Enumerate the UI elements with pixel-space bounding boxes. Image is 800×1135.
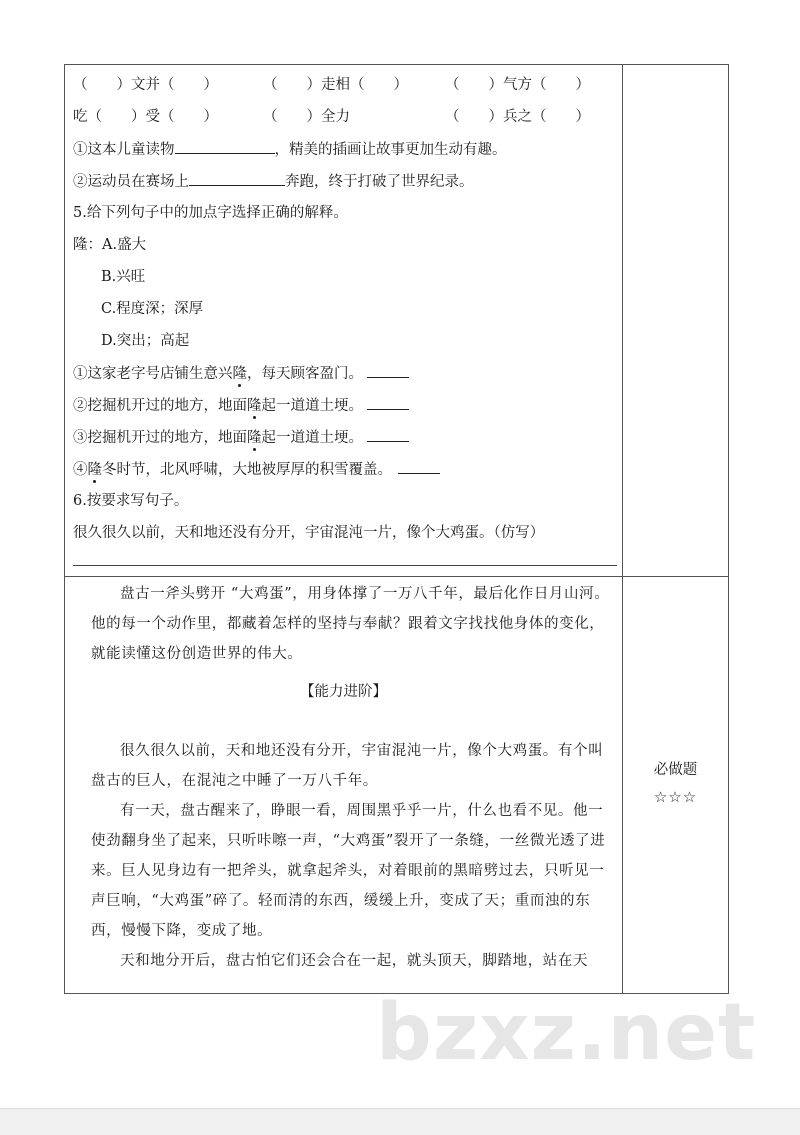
side-cell-bottom <box>623 577 729 994</box>
dotted-char: 隆 <box>87 462 102 478</box>
answer-blank[interactable] <box>367 363 409 378</box>
idiom-row-1 <box>73 75 590 95</box>
idiom-item: （ ）文并（ ） <box>73 77 218 93</box>
fill-sentence-1: ①这本儿童读物 ，精美的插画让故事更加生动有趣。 <box>73 139 507 160</box>
idiom-item: 吃（ ）受（ ） <box>73 109 218 125</box>
dotted-char: 隆 <box>247 430 262 446</box>
passage-paragraph: 天和地分开后，盘古怕它们还会合在一起，就头顶天，脚踏地，站在天 <box>120 953 589 969</box>
question-6-title: 6.按要求写句子。 <box>73 493 189 509</box>
dotted-char: 隆 <box>232 366 247 382</box>
choice-sentence-4: ④隆冬时节，北风呼啸，大地被厚厚的积雪覆盖。 <box>73 459 440 480</box>
fill-sentence-2: ②运动员在赛场上 奔跑，终于打破了世界纪录。 <box>73 171 474 192</box>
reading-intro: 盘古一斧头劈开 “大鸡蛋”，用身体撑了一万八千年，最后化作日月山河。他的每一个动作里，都藏着怎样的坚持与奉献？跟着文字找找他身体的变化，就能读懂这份创造世界的伟大。 <box>91 586 610 662</box>
idiom-item: （ ）走相（ ） <box>263 77 408 93</box>
definition-a: 隆：A.盛大 <box>73 237 147 253</box>
choice-sentence-3: ③挖掘机开过的地方，地面隆起一道道土埂。 <box>73 427 409 448</box>
worksheet-table <box>64 64 729 994</box>
difficulty-stars: ☆☆☆ <box>653 788 698 806</box>
idiom-item: （ ）气方（ ） <box>445 77 590 93</box>
page-bottom-edge <box>0 1108 800 1135</box>
reading-cell <box>65 577 623 994</box>
exercise-cell <box>65 65 623 577</box>
answer-blank[interactable] <box>367 427 409 442</box>
answer-blank[interactable] <box>367 395 409 410</box>
idiom-item: （ ）兵之（ ） <box>445 109 590 125</box>
answer-blank[interactable] <box>175 139 275 154</box>
definition-b: B.兴旺 <box>101 269 146 285</box>
question-5-title: 5.给下列句子中的加点字选择正确的解释。 <box>73 205 348 221</box>
reading-passage <box>91 736 611 976</box>
idiom-row-2 <box>73 107 590 127</box>
passage-paragraph: 很久很久以前，天和地还没有分开，宇宙混沌一片，像个大鸡蛋。有个叫盘古的巨人，在混沌之中睡了一万八千年。 <box>91 743 604 789</box>
choice-sentence-1: ①这家老字号店铺生意兴隆，每天顾客盈门。 <box>73 363 409 384</box>
answer-line[interactable] <box>73 565 617 566</box>
section-heading: 【能力进阶】 <box>300 684 387 700</box>
dotted-char: 隆 <box>247 398 262 414</box>
required-label: 必做题 <box>653 762 698 778</box>
side-cell-top <box>623 65 729 577</box>
idiom-item: （ ）全力 <box>263 109 350 125</box>
answer-blank[interactable] <box>189 171 285 186</box>
definition-d: D.突出；高起 <box>101 333 190 349</box>
watermark: bzxz.net <box>376 988 757 1078</box>
passage-paragraph: 有一天，盘古醒来了，睁眼一看，周围黑乎乎一片，什么也看不见。他一使劲翻身坐了起来，只听咔嚓一声，“大鸡蛋”裂开了一条缝，一丝微光透了进来。巨人见身边有一把斧头，就拿起斧头，对着眼前的黑暗劈过去，只听见一声巨响，“大鸡蛋”碎了。轻而清的东西，缓缓上升，变成了天；重而浊的东西，慢慢下降，变成了地。 <box>91 803 606 939</box>
answer-blank[interactable] <box>398 459 440 474</box>
definition-c: C.程度深；深厚 <box>101 301 204 317</box>
choice-sentence-2: ②挖掘机开过的地方，地面隆起一道道土埂。 <box>73 395 409 416</box>
question-6-prompt: 很久很久以前，天和地还没有分开，宇宙混沌一片，像个大鸡蛋。（仿写） <box>73 525 545 541</box>
